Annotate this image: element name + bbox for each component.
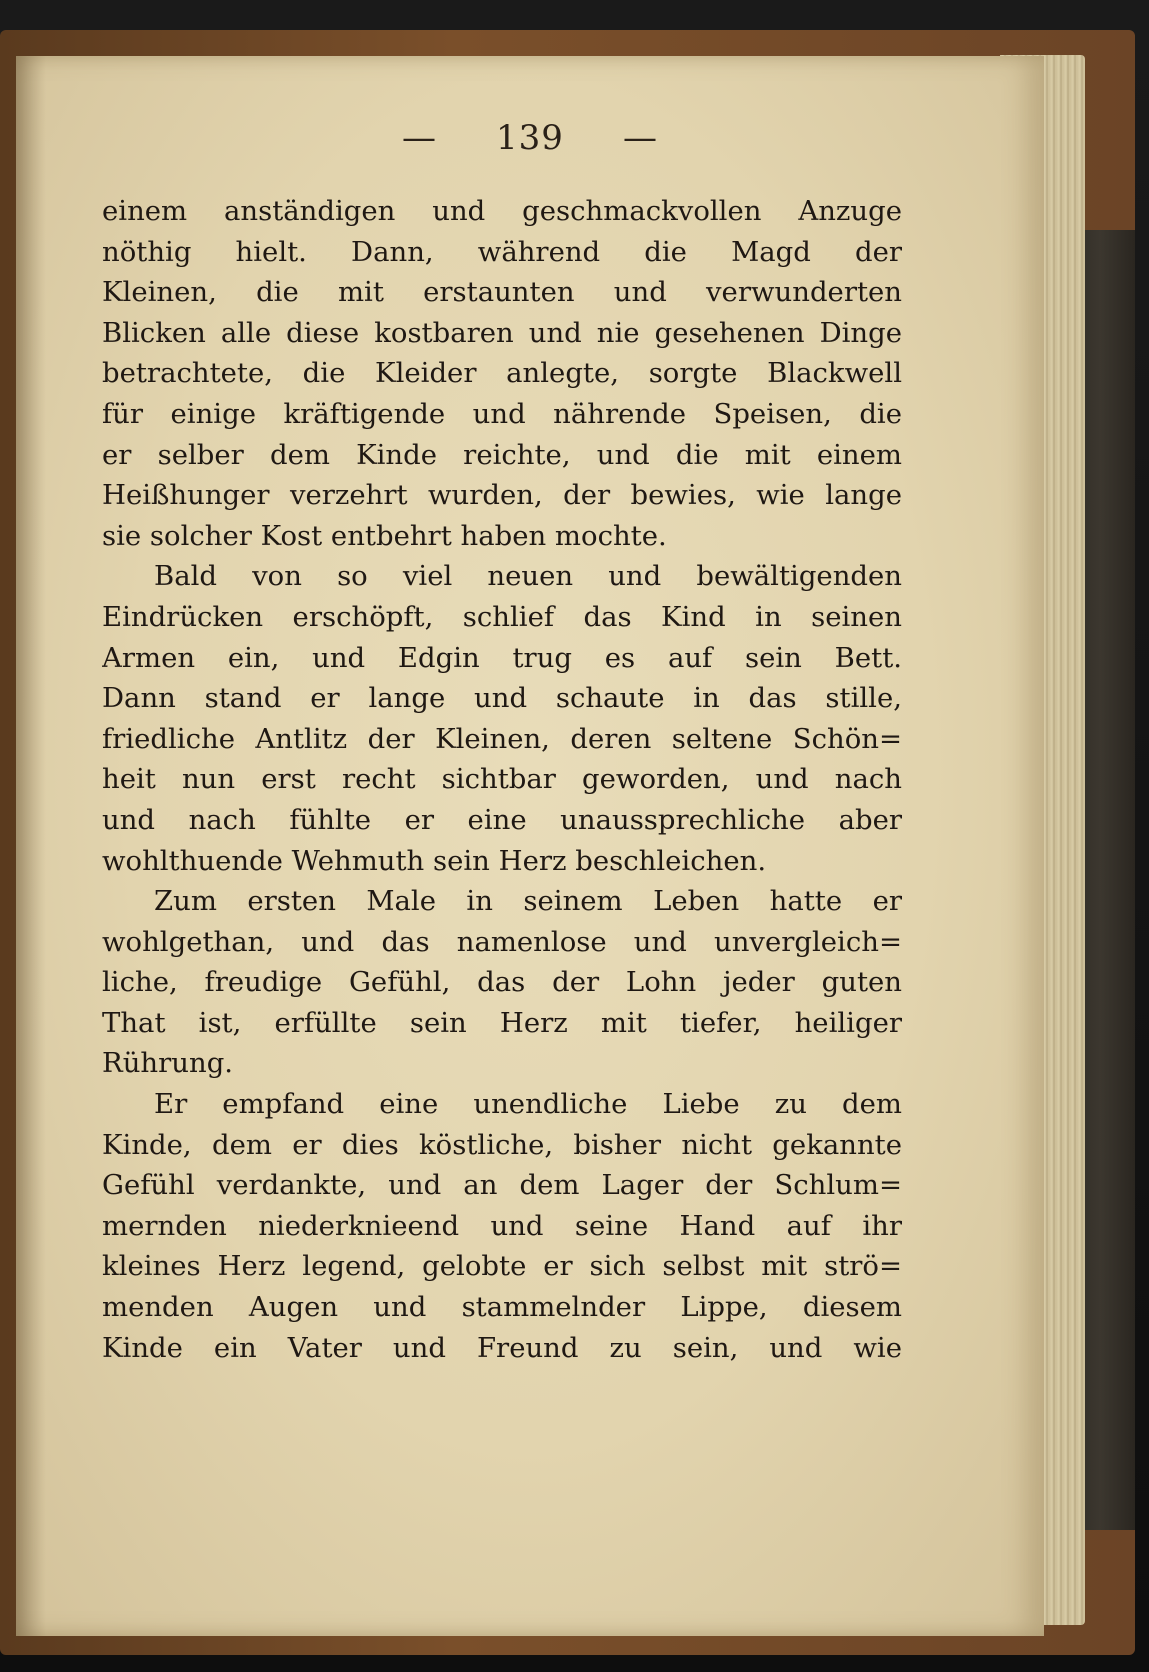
text-line: und nach fühlte er eine unaussprechliche aber bbox=[102, 803, 902, 836]
text-line: sie solcher Kost entbehrt haben mochte. bbox=[102, 519, 667, 552]
text-line: menden Augen und stammelnder Lippe, diesem bbox=[102, 1291, 902, 1324]
text-line: kleines Herz legend, gelobte er sich selbst mit strö= bbox=[102, 1250, 902, 1283]
text-line: Kinde, dem er dies köstliche, bisher nicht gekannte bbox=[102, 1128, 902, 1161]
header-dash-right: — bbox=[623, 118, 658, 158]
text-line: wohlgethan, und das namenlose und unvergleich= bbox=[102, 925, 902, 958]
header-dash-left: — bbox=[402, 118, 437, 158]
text-line: für einige kräftigende und nährende Speisen, die bbox=[102, 397, 902, 430]
gutter-shadow bbox=[16, 56, 46, 1636]
text-line: wohlthuende Wehmuth sein Herz beschleichen. bbox=[102, 844, 767, 877]
text-line: Dann stand er lange und schaute in das stille, bbox=[102, 682, 902, 715]
text-line: Kleinen, die mit erstaunten und verwunderten bbox=[102, 276, 902, 309]
text-line: Zum ersten Male in seinem Leben hatte er bbox=[154, 885, 902, 918]
text-line: Heißhunger verzehrt wurden, der bewies, wie lange bbox=[102, 479, 902, 512]
text-line: Bald von so viel neuen und bewältigenden bbox=[154, 560, 902, 593]
page-header bbox=[16, 118, 1044, 158]
text-line: Kinde ein Vater und Freund zu sein, und wie bbox=[102, 1331, 902, 1364]
body-text bbox=[102, 191, 902, 1368]
book-page bbox=[16, 56, 1044, 1636]
page-number: 139 bbox=[496, 118, 564, 158]
text-line: betrachtete, die Kleider anlegte, sorgte Blackwell bbox=[102, 357, 902, 390]
text-line: einem anständigen und geschmackvollen Anzuge bbox=[102, 195, 902, 227]
text-line: Blicken alle diese kostbaren und nie gesehenen Dinge bbox=[102, 316, 902, 349]
text-line: er selber dem Kinde reichte, und die mit einem bbox=[102, 438, 902, 471]
text-line: nöthig hielt. Dann, während die Magd der bbox=[102, 235, 902, 268]
text-line: friedliche Antlitz der Kleinen, deren seltene Schön= bbox=[102, 722, 902, 755]
text-line: liche, freudige Gefühl, das der Lohn jeder guten bbox=[102, 966, 902, 999]
text-line: mernden niederknieend und seine Hand auf ihr bbox=[102, 1209, 902, 1242]
text-line: Armen ein, und Edgin trug es auf sein Bett. bbox=[102, 641, 902, 674]
text-line: Eindrücken erschöpft, schlief das Kind in seinen bbox=[102, 600, 902, 633]
text-line: Rührung. bbox=[102, 1047, 234, 1080]
text-line: Gefühl verdankte, und an dem Lager der Schlum= bbox=[102, 1169, 902, 1202]
text-line: heit nun erst recht sichtbar geworden, und nach bbox=[102, 763, 902, 796]
text-line: That ist, erfüllte sein Herz mit tiefer, heiliger bbox=[102, 1006, 902, 1039]
text-line: Er empfand eine unendliche Liebe zu dem bbox=[154, 1088, 902, 1121]
